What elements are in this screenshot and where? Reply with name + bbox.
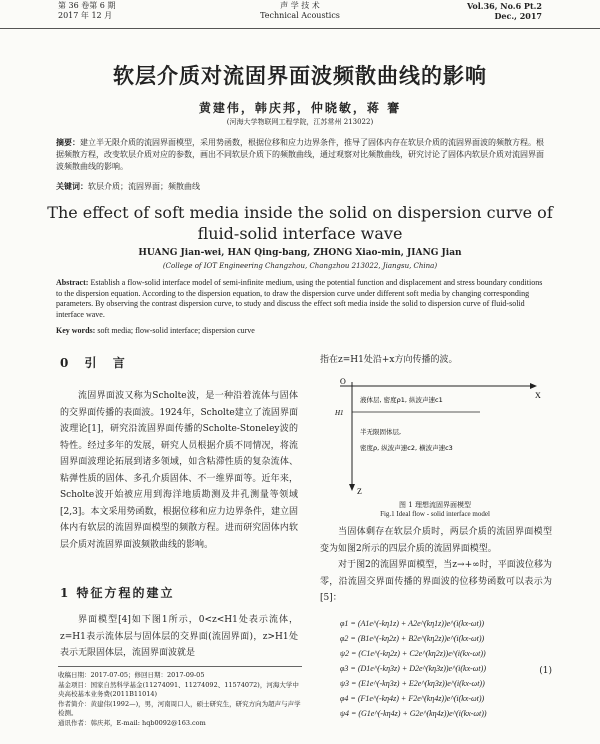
equation-line: ψ3 = (E1e^(-kη3z) + E2e^(kη3z))e^(i(kx-ωt)) [340, 679, 485, 688]
right-intro: 指在z=H1处沿+x方向传播的波。 [320, 355, 458, 365]
running-header [0, 0, 600, 29]
section0-body [60, 388, 298, 553]
equation-line: φ2 = (B1e^(-kη2z) + B2e^(kη2z))e^(i(kx-ωt)) [340, 634, 485, 643]
abstract-cn-text: 建立半无限介质的流固界面模型，采用势函数，根据位移和应力边界条件，推导了固体内存在软层介质的流固界面波的频散方程。根据频散方程，改变软层介质对应的参数，画出不同软层介质下的频散曲线，通过观察对比频散曲线，研究讨论了固体内软层介质对流固界面波频散曲线的影响。 [56, 138, 544, 171]
abstract-en [56, 278, 548, 320]
footnote-corresponding: 通讯作者：韩庆邦，E-mail: hqb0092@163.com [58, 718, 206, 727]
title-cn: 软层介质对流固界面波频散曲线的影响 [113, 63, 487, 88]
section0-heading: 0 引 言 [60, 356, 131, 370]
footnote-received: 收稿日期：2017-07-05；修回日期：2017-09-05 [58, 671, 205, 679]
equation-number: (1) [539, 666, 552, 676]
x-label: X [535, 391, 541, 400]
keywords-en-label: Key words: [56, 326, 96, 335]
z-label: Z [357, 487, 362, 496]
x-axis-arrow [530, 383, 537, 389]
equation-line: ψ2 = (C1e^(-kη2z) + C2e^(kη2z))e^(i(kx-ωt)) [340, 649, 486, 658]
affiliation-cn: (河海大学物联网工程学院，江苏常州 213022) [226, 118, 374, 126]
keywords-cn [56, 181, 548, 192]
equation-line: φ4 = (F1e^(-kη4z) + F2e^(kη4z))e^(i(kx-ωt)) [340, 694, 485, 703]
right-paragraph-2: 对于图2的流固界面模型，当z→+∞时，平面波位移为零，沿流固交界面传播的界面波的位移势函数可以表示为[5]： [320, 560, 552, 603]
title-en-line1: The effect of soft media inside the solid on dispersion curve of [47, 203, 553, 222]
section1-heading: 1 特征方程的建立 [60, 586, 175, 600]
keywords-en-text: soft media; flow-solid interface; dispersion curve [97, 326, 255, 335]
abstract-en-label: Abstract: [56, 278, 89, 287]
footnotes [58, 666, 302, 728]
abstract-cn-label: 摘要： [56, 137, 80, 147]
footnote-author: 作者简介：黄建伟(1992—)，男，河南周口人，硕士研究生，研究方向为超声与声学检测。 [58, 699, 301, 717]
affiliation-en: (College of IOT Engineering Changzhou, Changzhou 213022, Jiangsu, China) [162, 262, 438, 270]
origin-label: O [340, 377, 346, 386]
section0-paragraph: 流固界面波又称为Scholte波，是一种沿着流体与固体的交界面传播的表面波。1924年，Scholte建立了流固界面波理论[1]，研究沿流固界面传播的Scholte-Stoneley波的特性。经过多年的发展，研究人员根据介质不同情况，将流固界面波理论拓展到诸多领域，如含粘滞性质的复杂流体、粘弹性质的固体、多孔介质固体、不一维界面等。近年来，Scholte波开始被应用到海洋地质勘测及井孔测量等领域[2,3]。本文采用势函数，根据位移和应力边界条件，建立固体内有软层的流固界面模型的频散方程。进而研究固体内软层介质对流固界面波频散曲线的影响。 [60, 391, 298, 550]
section1-paragraph: 界面模型[4]如下图1所示，0<z<H1处表示流体，z=H1表示流体层与固体层的交界面(流固界面)，z>H1处表示无限固体层，流固界面波就是 [60, 615, 298, 658]
solid-layer-text: 半无限固体层, [360, 428, 402, 436]
equation-line: ψ4 = (G1e^(-kη4z) + G2e^(kη4z))e^(i(kx-ωt)) [340, 709, 487, 718]
z-axis-arrow [349, 484, 355, 491]
authors-en: HUANG Jian-wei, HAN Qing-bang, ZHONG Xiao-min, JIANG Jian [138, 248, 462, 258]
keywords-cn-label: 关键词： [56, 181, 88, 191]
header-date-cn: 2017 年 12 月 [58, 11, 113, 20]
equation-block [340, 616, 552, 721]
header-volume-en: Vol.36, No.6 Pt.2 [466, 1, 542, 11]
figure-1-caption-en: Fig.1 Ideal flow - solid interface model [380, 510, 490, 518]
fluid-layer-text: 液体层, 密度ρ1, 纵波声速c1 [360, 396, 443, 404]
right-column-body [320, 524, 552, 607]
header-date-en: Dec., 2017 [494, 11, 542, 21]
authors-cn: 黄建伟，韩庆邦，仲晓敏，蒋 謇 [198, 101, 402, 115]
header-journal-en: Technical Acoustics [260, 11, 340, 20]
header-volume-cn: 第 36 卷第 6 期 [58, 1, 116, 10]
figure-1-diagram [330, 372, 550, 498]
h1-label: H1 [335, 409, 344, 417]
abstract-cn [56, 136, 548, 173]
keywords-en [56, 326, 548, 335]
right-paragraph-1: 当固体剩存在软层介质时，两层介质的流固界面模型变为如图2所示的四层介质的流固界面模型。 [320, 527, 552, 554]
solid-layer-params: 密度ρ, 纵波声速c2, 横波声速c3 [360, 444, 453, 452]
abstract-en-text: Establish a flow-solid interface model of semi-infinite medium, using the potential function and displacement and stress boundary conditions to the dispersion equation. According to the dispersion equation, to draw the dispersion curve under different soft media by changing corresponding parameters. By observing the contrast dispersion curve, to study and discuss the effect soft media inside the solid to dispersion curve of fluid-solid interface wave. [56, 278, 543, 319]
figure-1-caption-cn: 图 1 理想流固界面模型 [399, 501, 471, 509]
title-en [0, 202, 600, 244]
header-journal-cn: 声 学 技 术 [280, 1, 320, 10]
footnote-funding: 基金项目：国家自然科学基金(11274091、11274092、11574072)，河海大学中央高校基本业务费(2011B11014) [58, 680, 299, 698]
title-en-line2: fluid-solid interface wave [197, 224, 403, 243]
equation-line: φ3 = (D1e^(-kη3z) + D2e^(kη3z))e^(i(kx-ωt)) [340, 664, 486, 673]
equation-line: φ1 = (A1e^(-kη1z) + A2e^(kη1z))e^(i(kx-ωt)) [340, 619, 485, 628]
header-right [467, 1, 542, 21]
section1-body [60, 612, 298, 662]
keywords-cn-text: 软层介质；流固界面；频散曲线 [88, 182, 200, 191]
